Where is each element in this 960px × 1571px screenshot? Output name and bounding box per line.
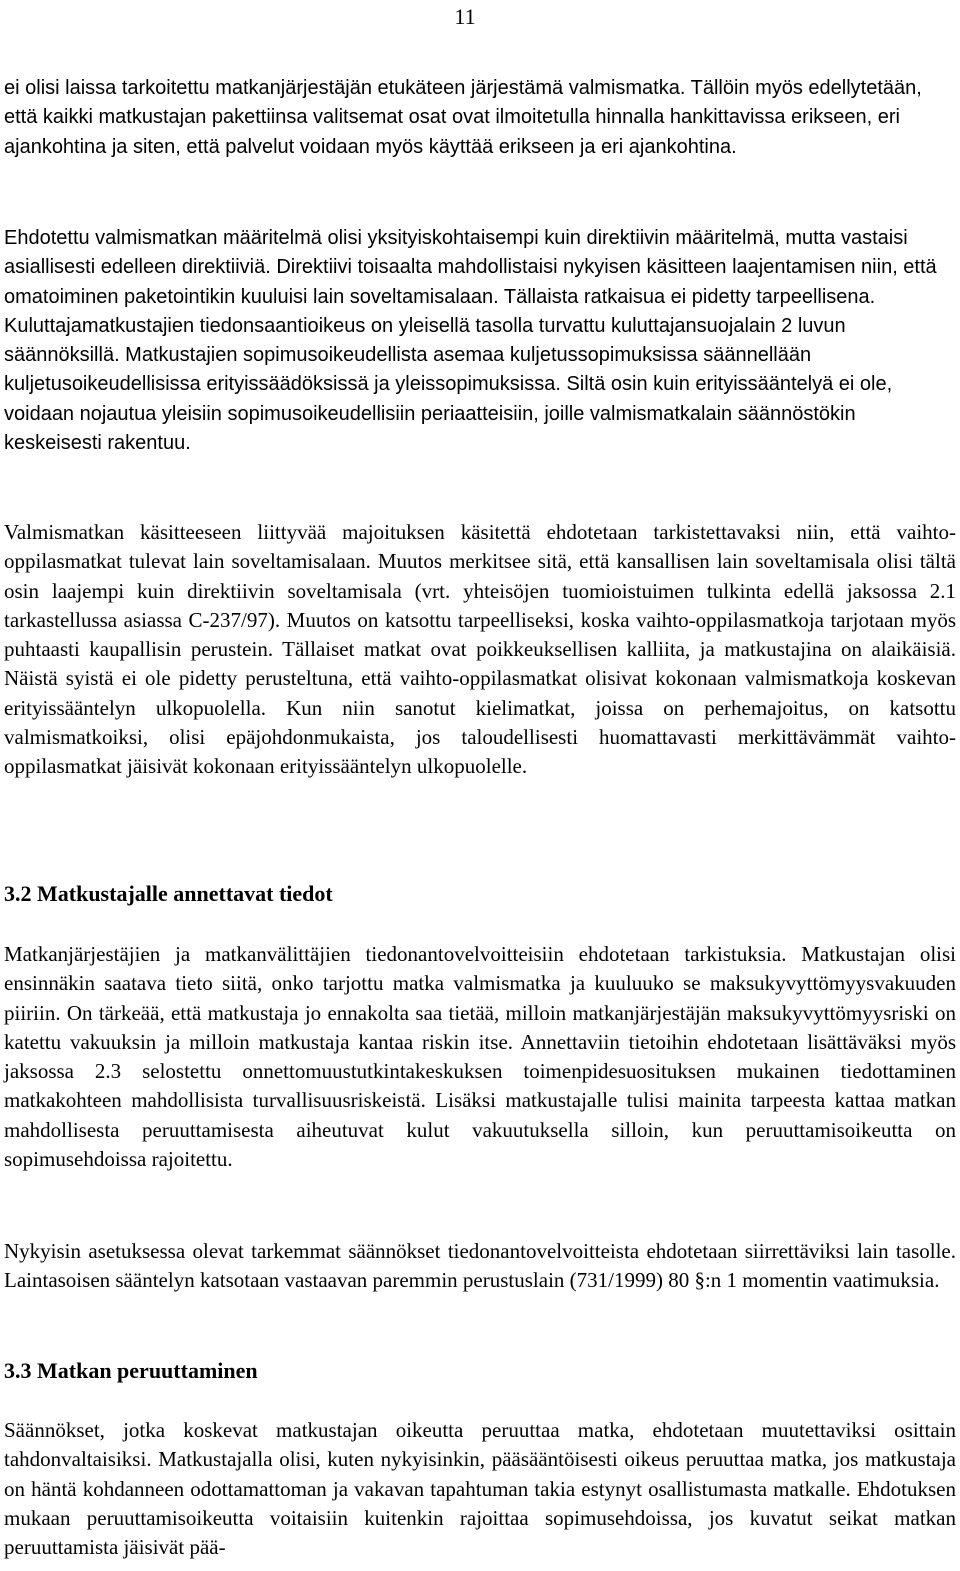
section-heading-3-2: 3.2 Matkustajalle annettavat tiedot: [4, 881, 333, 906]
paragraph-cancellation: Säännökset, jotka koskevat matkustajan oikeutta peruuttaa matka, ehdotetaan muutettaviksi osittain tahdonvaltaisiksi. Matkustajalla olisi, kuten nykyisinkin, pääsääntöisesti oikeus peruuttaa matka, jos matkustaja on häntä kohdanneen odottamattoman ja vakavan tapahtuman takia estynyt osallistumasta matkalle. Ehdotuksen mukaan peruuttamisoikeutta voitaisiin kuitenkin rajoittaa sopimusehdoissa, jos kuvatut seikat matkan peruuttamista jäisivät pää-: [4, 1418, 956, 1560]
paragraph-regulation-level: Nykyisin asetuksessa olevat tarkemmat säännökset tiedonantovelvoitteista ehdotetaan siirrettäviksi lain tasolle. Laintasoisen sääntelyn katsotaan vastaavan paremmin perustuslain (731/1999) 80 §:n 1 momentin vaatimuksia.: [4, 1239, 956, 1293]
page-number: 11: [454, 4, 476, 29]
paragraph-information-duties: Matkanjärjestäjien ja matkanvälittäjien tiedonantovelvoitteisiin ehdotetaan tarkistuksia. Matkustajan olisi ensinnäkin saatava tieto siitä, onko tarjottu matka valmismatka ja kuuluuko se maksukyvyttömyysvakuuden piiriin. On tärkeää, että matkustaja jo ennakolta saa tietää, milloin matkanjärjestäjän maksukyvyttömyysriski on katettu vakuuksin ja milloin matkustaja kantaa riskin itse. Annettaviin tietoihin ehdotetaan lisättäväksi myös jaksossa 2.3 selostettu onnettomuustutkintakeskuksen toimenpidesuosituksen mukainen tiedottaminen matkakohteen mahdollisista turvallisuusriskeistä. Lisäksi matkustajalle tulisi mainita tarpeesta kattaa matkan mahdollisesta peruuttamisesta aiheutuvat kulut vakuutuksella silloin, kun peruuttamisoikeutta on sopimusehdoissa rajoitettu.: [4, 942, 956, 1172]
paragraph-intro-continuation: ei olisi laissa tarkoitettu matkanjärjestäjän etukäteen järjestämä valmismatka. Tällöin myös edellytetään, että kaikki matkustajan pakettiinsa valitsemat osat ovat ilmoitetulla hinnalla hankittavissa erikseen, eri ajankohtina ja siten, että palvelut voidaan myös käyttää erikseen ja eri ajankohtina.: [4, 77, 922, 158]
section-heading-3-3: 3.3 Matkan peruuttaminen: [4, 1358, 258, 1383]
paragraph-accommodation: Valmismatkan käsitteeseen liittyvää majoituksen käsitettä ehdotetaan tarkistettavaksi niin, että vaihto-oppilasmatkat tulevat lain soveltamisalaan. Muutos merkitsee sitä, että kansallisen lain soveltamisala olisi tältä osin laajempi kuin direktiivin soveltamisala (vrt. yhteisöjen tuomioistuimen tulkinta edellä jaksossa 2.1 tarkastellussa asiassa C-237/97). Muutos on katsottu tarpeelliseksi, koska vaihto-oppilasmatkoja tarjotaan myös puhtaasti kaupallisin perustein. Tällaiset matkat ovat poikkeuksellisen kalliita, ja matkustajina on alaikäisiä. Näistä syistä ei ole pidetty perusteltuna, että vaihto-oppilasmatkat olisivat kokonaan valmismatkoja koskevan erityissääntelyn ulkopuolella. Kun niin sanotut kielimatkat, joissa on perhemajoitus, on katsottu valmismatkoiksi, olisi epäjohdonmukaista, jos taloudellisesti huomattavasti merkittävämmät vaihto-oppilasmatkat jäisivät kokonaan erityissääntelyn ulkopuolelle.: [4, 520, 956, 779]
paragraph-definition: Ehdotettu valmismatkan määritelmä olisi yksityiskohtaisempi kuin direktiivin määritelmä, mutta vastaisi asiallisesti edelleen direktiiviä. Direktiivi toisaalta mahdollistaisi nykyisen käsitteen laajentamisen niin, että omatoiminen paketointikin kuuluisi lain soveltamisalaan. Tällaista ratkaisua ei pidetty tarpeellisena. Kuluttajamatkustajien tiedonsaantioikeus on yleisellä tasolla turvattu kuluttajansuojalain 2 luvun säännöksillä. Matkustajien sopimusoikeudellista asemaa kuljetussopimuksissa säännellään kuljetusoikeudellisissa erityissäädöksissä ja yleissopimuksissa. Siltä osin kuin erityissääntelyä ei ole, voidaan nojautua yleisiin sopimusoikeudellisiin periaatteisiin, joille valmismatkalain säännöstökin keskeisesti rakentuu.: [4, 227, 937, 455]
